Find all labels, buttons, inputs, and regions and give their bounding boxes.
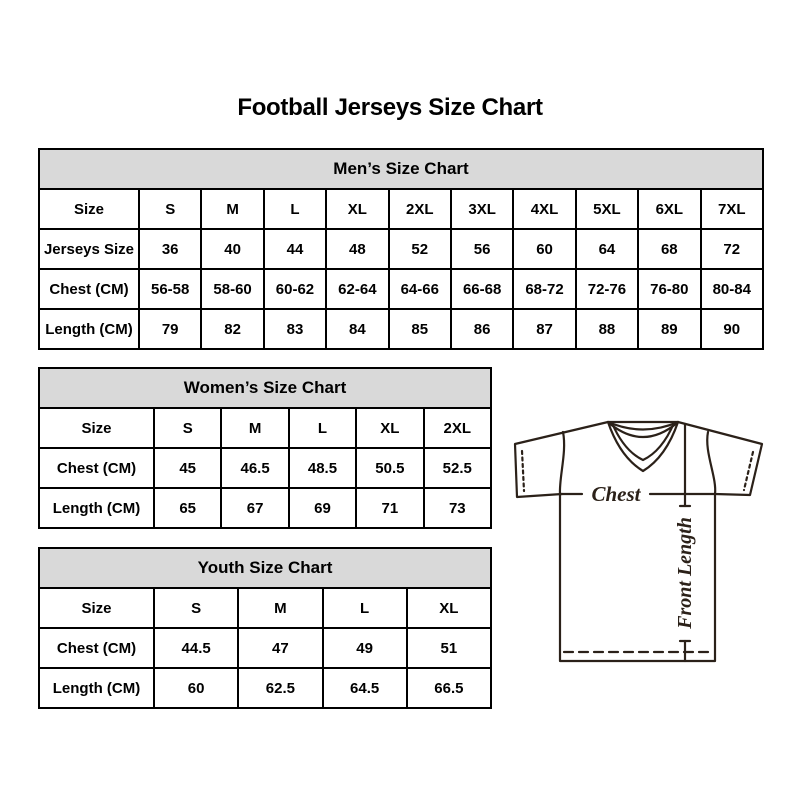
table-row xyxy=(39,408,491,448)
table-cell: 44 xyxy=(264,229,326,269)
table-cell: 60 xyxy=(513,229,575,269)
jersey-collar-back-arc xyxy=(608,422,678,430)
row-label-cell: Length (CM) xyxy=(39,309,139,349)
table-cell: L xyxy=(264,189,326,229)
table-cell: 85 xyxy=(389,309,451,349)
table-cell: 6XL xyxy=(638,189,700,229)
table-cell: S xyxy=(154,588,238,628)
row-label-cell: Chest (CM) xyxy=(39,269,139,309)
table-cell: 4XL xyxy=(513,189,575,229)
table-cell: 69 xyxy=(289,488,356,528)
table-cell: 79 xyxy=(139,309,201,349)
table-cell: S xyxy=(139,189,201,229)
table-row xyxy=(39,269,763,309)
table-cell: 49 xyxy=(323,628,407,668)
table-cell: 51 xyxy=(407,628,491,668)
table-cell: 40 xyxy=(201,229,263,269)
table-cell: 88 xyxy=(576,309,638,349)
table-cell: 72 xyxy=(701,229,763,269)
womens-size-table xyxy=(38,367,492,529)
jersey-diagram-svg xyxy=(503,407,773,667)
table-cell: 64 xyxy=(576,229,638,269)
table-cell: 84 xyxy=(326,309,388,349)
table-title: Women’s Size Chart xyxy=(39,368,491,408)
row-label-cell: Size xyxy=(39,588,154,628)
row-label-cell: Jerseys Size xyxy=(39,229,139,269)
table-cell: 45 xyxy=(154,448,221,488)
table-title: Youth Size Chart xyxy=(39,548,491,588)
table-cell: 66.5 xyxy=(407,668,491,708)
table-cell: 73 xyxy=(424,488,491,528)
table-title-row xyxy=(39,149,763,189)
table-cell: XL xyxy=(407,588,491,628)
table-row xyxy=(39,588,491,628)
mens-size-table xyxy=(38,148,764,350)
table-title: Men’s Size Chart xyxy=(39,149,763,189)
table-title-row xyxy=(39,548,491,588)
jersey-measurement-diagram xyxy=(503,407,773,667)
table-cell: 80-84 xyxy=(701,269,763,309)
row-label-cell: Size xyxy=(39,408,154,448)
table-cell: 90 xyxy=(701,309,763,349)
row-label-cell: Length (CM) xyxy=(39,488,154,528)
table-cell: 62-64 xyxy=(326,269,388,309)
table-row xyxy=(39,448,491,488)
table-cell: L xyxy=(323,588,407,628)
table-cell: 2XL xyxy=(424,408,491,448)
table-cell: 66-68 xyxy=(451,269,513,309)
table-cell: 87 xyxy=(513,309,575,349)
table-cell: 64-66 xyxy=(389,269,451,309)
table-cell: 62.5 xyxy=(238,668,322,708)
youth-size-table xyxy=(38,547,492,709)
table-cell: 67 xyxy=(221,488,288,528)
table-title-row xyxy=(39,368,491,408)
row-label-cell: Size xyxy=(39,189,139,229)
table-cell: 5XL xyxy=(576,189,638,229)
table-cell: 58-60 xyxy=(201,269,263,309)
row-label-cell: Length (CM) xyxy=(39,668,154,708)
table-cell: 72-76 xyxy=(576,269,638,309)
row-label-cell: Chest (CM) xyxy=(39,628,154,668)
table-cell: 82 xyxy=(201,309,263,349)
table-cell: S xyxy=(154,408,221,448)
table-cell: 56-58 xyxy=(139,269,201,309)
table-cell: 44.5 xyxy=(154,628,238,668)
table-cell: 46.5 xyxy=(221,448,288,488)
table-cell: 50.5 xyxy=(356,448,423,488)
jersey-right-sleeve-outline xyxy=(678,422,762,495)
row-label-cell: Chest (CM) xyxy=(39,448,154,488)
table-cell: XL xyxy=(356,408,423,448)
page-title: Football Jerseys Size Chart xyxy=(237,94,543,121)
table-cell: 71 xyxy=(356,488,423,528)
table-cell: 60-62 xyxy=(264,269,326,309)
table-row xyxy=(39,229,763,269)
table-cell: 60 xyxy=(154,668,238,708)
table-cell: 52.5 xyxy=(424,448,491,488)
table-cell: 52 xyxy=(389,229,451,269)
jersey-left-armhole-seam xyxy=(560,432,564,494)
table-cell: 68-72 xyxy=(513,269,575,309)
table-cell: M xyxy=(221,408,288,448)
jersey-right-armhole-seam xyxy=(707,432,715,494)
table-cell: 65 xyxy=(154,488,221,528)
table-cell: XL xyxy=(326,189,388,229)
table-cell: 3XL xyxy=(451,189,513,229)
table-cell: M xyxy=(238,588,322,628)
table-cell: M xyxy=(201,189,263,229)
table-cell: 7XL xyxy=(701,189,763,229)
table-row xyxy=(39,668,491,708)
chest-label: Chest xyxy=(591,482,641,506)
table-cell: 36 xyxy=(139,229,201,269)
table-cell: 76-80 xyxy=(638,269,700,309)
table-cell: L xyxy=(289,408,356,448)
table-cell: 86 xyxy=(451,309,513,349)
table-row xyxy=(39,488,491,528)
table-cell: 68 xyxy=(638,229,700,269)
table-row xyxy=(39,309,763,349)
table-cell: 56 xyxy=(451,229,513,269)
table-cell: 83 xyxy=(264,309,326,349)
jersey-left-cuff-stitch xyxy=(522,451,524,491)
front-length-label: Front Length xyxy=(674,517,696,629)
table-cell: 89 xyxy=(638,309,700,349)
table-cell: 48.5 xyxy=(289,448,356,488)
table-row xyxy=(39,189,763,229)
table-cell: 64.5 xyxy=(323,668,407,708)
table-row xyxy=(39,628,491,668)
table-cell: 2XL xyxy=(389,189,451,229)
table-cell: 48 xyxy=(326,229,388,269)
table-cell: 47 xyxy=(238,628,322,668)
